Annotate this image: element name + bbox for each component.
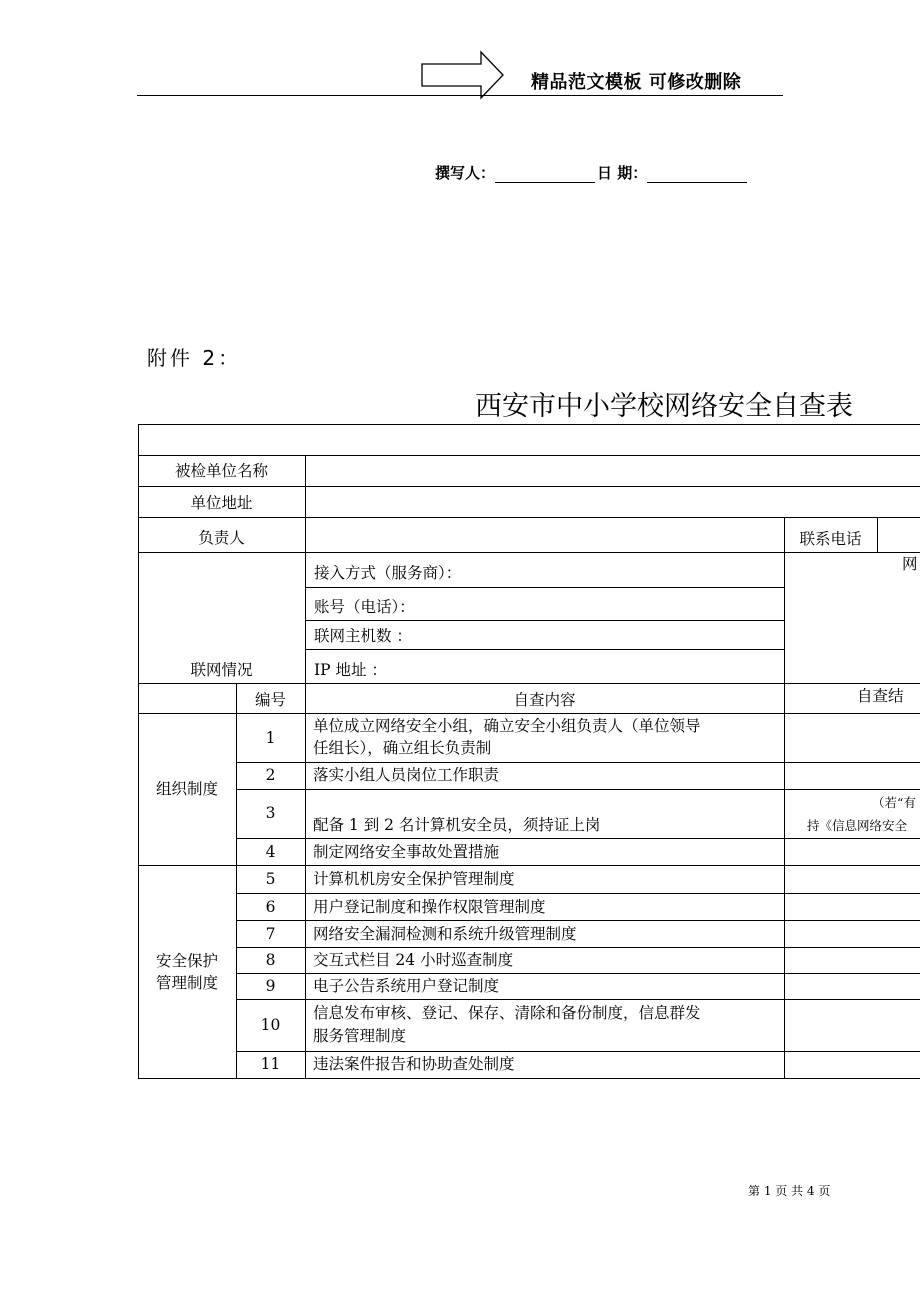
item-number: 1 xyxy=(265,729,276,747)
author-label: 撰写人： xyxy=(435,164,496,182)
header-banner-text: 精品范文模板 可修改删除 xyxy=(531,72,742,93)
item-number: 4 xyxy=(265,843,276,861)
item-content-cont: 服务管理制度 xyxy=(313,1027,407,1045)
network-right-partial: 网 xyxy=(902,555,918,573)
item-content: 交互式栏目 24 小时巡查制度 xyxy=(313,951,514,969)
item-number: 7 xyxy=(265,925,276,943)
item-number: 11 xyxy=(260,1055,281,1073)
access-method-label: 接入方式（服务商）： xyxy=(314,564,462,582)
date-label: 日 期： xyxy=(597,164,648,182)
account-label: 账号（电话）： xyxy=(314,598,415,616)
item-number: 5 xyxy=(265,870,276,888)
item-content: 违法案件报告和协助查处制度 xyxy=(313,1055,515,1073)
group-org-system: 组织制度 xyxy=(155,780,218,798)
item-content: 配备 1 到 2 名计算机安全员，须持证上岗 xyxy=(313,816,601,834)
item-result-note-cont: 持《信息网络安全 xyxy=(807,818,908,833)
host-count-label: 联网主机数 ： xyxy=(314,627,412,645)
item-number: 2 xyxy=(265,766,276,784)
group-security-line2: 管理制度 xyxy=(155,974,218,992)
document-title: 西安市中小学校网络安全自查表 xyxy=(475,391,853,422)
unit-address-label: 单位地址 xyxy=(190,494,253,512)
page-number: 第 1 页 共 4 页 xyxy=(748,1184,831,1198)
item-content: 信息发布审核、登记、保存、清除和备份制度，信息群发 xyxy=(313,1004,701,1022)
item-result-note: （若“有 xyxy=(872,795,916,810)
col-content-header: 自查内容 xyxy=(513,691,576,709)
col-result-header: 自查结 xyxy=(857,687,904,705)
item-content: 制定网络安全事故处置措施 xyxy=(313,843,500,861)
item-content-cont: 任组长），确立组长负责制 xyxy=(313,739,492,757)
contact-phone-label: 联系电话 xyxy=(799,530,862,548)
item-content: 单位成立网络安全小组，确立安全小组负责人（单位领导 xyxy=(313,717,701,735)
item-number: 9 xyxy=(265,977,276,995)
item-content: 计算机机房安全保护管理制度 xyxy=(313,870,515,888)
network-status-label: 联网情况 xyxy=(190,661,253,679)
attachment-label: 附件 2： xyxy=(147,346,242,370)
col-number-header: 编号 xyxy=(254,691,286,709)
item-number: 10 xyxy=(260,1016,281,1034)
item-content: 网络安全漏洞检测和系统升级管理制度 xyxy=(313,925,577,943)
item-number: 3 xyxy=(265,804,276,822)
item-number: 6 xyxy=(265,898,276,916)
item-content: 用户登记制度和操作权限管理制度 xyxy=(313,898,546,916)
item-content: 落实小组人员岗位工作职责 xyxy=(313,766,500,784)
ip-address-label: IP 地址 ： xyxy=(314,661,387,679)
group-security-line1: 安全保护 xyxy=(155,952,218,970)
item-content: 电子公告系统用户登记制度 xyxy=(313,977,500,995)
item-number: 8 xyxy=(265,951,276,969)
unit-name-label: 被检单位名称 xyxy=(174,462,268,480)
responsible-person-label: 负责人 xyxy=(198,529,245,547)
